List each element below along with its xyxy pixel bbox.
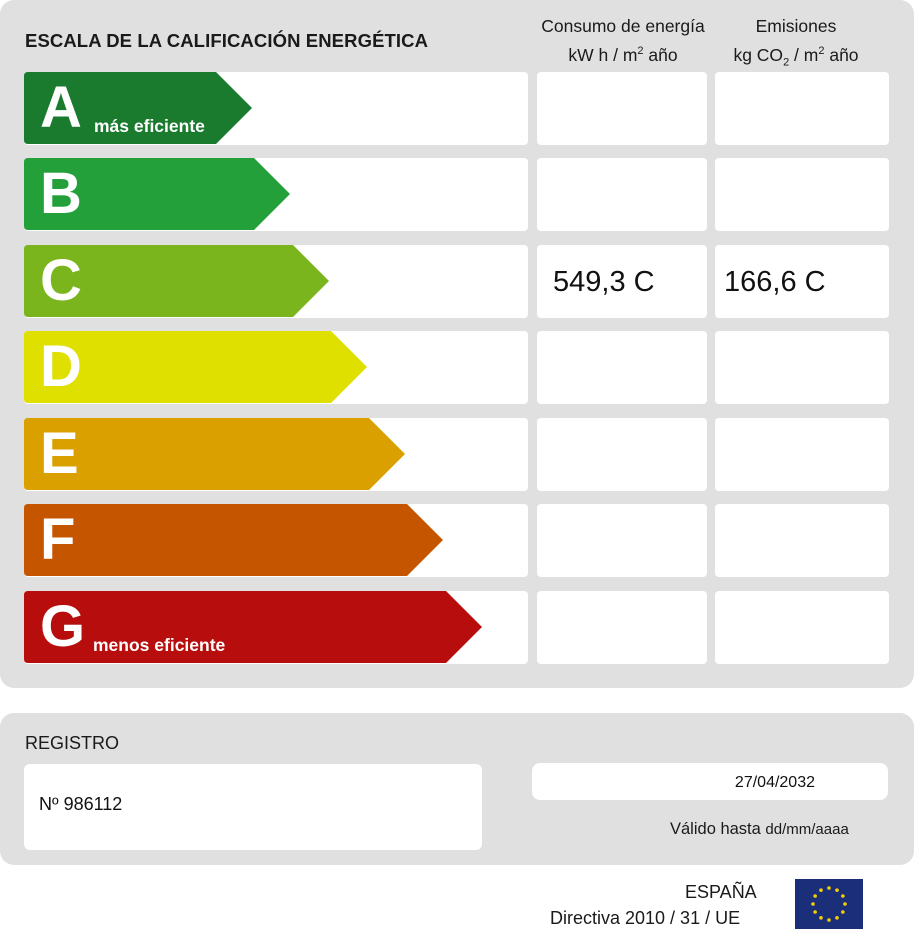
eu-star-icon	[835, 916, 839, 920]
emisiones-cell	[715, 245, 889, 318]
rating-row-f	[0, 504, 914, 577]
eu-star-icon	[813, 894, 817, 898]
rating-sublabel: más eficiente	[94, 116, 205, 136]
rating-arrow-c	[24, 245, 329, 317]
rating-arrow-g	[24, 591, 482, 663]
consumo-cell	[537, 158, 707, 231]
rating-arrow-d	[24, 331, 367, 403]
consumo-cell	[537, 504, 707, 577]
rating-letter: A	[40, 75, 82, 140]
registro-number: Nº 986112	[39, 794, 123, 814]
rating-letter: B	[40, 161, 82, 226]
consumo-cell	[537, 331, 707, 404]
consumo-cell	[537, 418, 707, 491]
scale-title: ESCALA DE LA CALIFICACIÓN ENERGÉTICA	[25, 30, 429, 51]
rating-arrow-f	[24, 504, 443, 576]
valid-date-box	[532, 763, 888, 800]
consumo-value: 549,3 C	[553, 266, 655, 298]
emisiones-cell	[715, 418, 889, 491]
rating-letter: E	[40, 421, 79, 486]
emisiones-cell	[715, 158, 889, 231]
eu-star-icon	[813, 910, 817, 914]
eu-star-icon	[819, 888, 823, 892]
consumo-cell	[537, 72, 707, 145]
rating-arrow-b	[24, 158, 290, 230]
rating-row-b	[0, 158, 914, 231]
emisiones-cell	[715, 331, 889, 404]
emisiones-header-line1: Emisiones	[755, 16, 837, 36]
consumo-column-header	[532, 14, 714, 68]
footer-directive: Directiva 2010 / 31 / UE	[550, 908, 741, 928]
rating-row-e	[0, 418, 914, 491]
eu-star-icon	[827, 886, 831, 890]
eu-star-icon	[843, 902, 847, 906]
registro-label: REGISTRO	[25, 733, 120, 753]
emisiones-value: 166,6 C	[724, 266, 826, 298]
rating-sublabel: menos eficiente	[93, 635, 226, 655]
eu-star-icon	[827, 918, 831, 922]
eu-star-icon	[841, 894, 845, 898]
registro-number-box	[24, 764, 482, 850]
rating-row-a	[0, 72, 914, 145]
eu-star-icon	[811, 902, 815, 906]
rating-arrow-a	[24, 72, 252, 144]
consumo-header-units: kW h / $m^2$ año	[568, 44, 678, 65]
eu-star-icon	[835, 888, 839, 892]
rating-row-g	[0, 591, 914, 664]
emisiones-cell	[715, 591, 889, 664]
rating-row-c	[0, 245, 914, 318]
consumo-cell	[537, 245, 707, 318]
rating-letter: F	[40, 507, 76, 572]
valid-date: 27/04/2032	[734, 774, 815, 791]
rating-row-d	[0, 331, 914, 404]
emisiones-column-header	[712, 14, 880, 75]
rating-letter: D	[40, 334, 82, 399]
eu-star-icon	[819, 916, 823, 920]
eu-flag-icon	[795, 879, 863, 929]
consumo-header-line1: Consumo de energía	[541, 16, 705, 36]
emisiones-cell	[715, 504, 889, 577]
rating-arrow-e	[24, 418, 405, 490]
footer-country: ESPAÑA	[685, 882, 757, 902]
emisiones-cell	[715, 72, 889, 145]
rating-letter: C	[40, 248, 82, 313]
rating-letter: G	[40, 594, 86, 659]
eu-star-icon	[841, 910, 845, 914]
emisiones-header-units: kg $CO_2 / m^2$ año	[733, 44, 859, 69]
valid-until-label: Válido hasta dd/mm/aaaa	[670, 820, 849, 838]
consumo-cell	[537, 591, 707, 664]
